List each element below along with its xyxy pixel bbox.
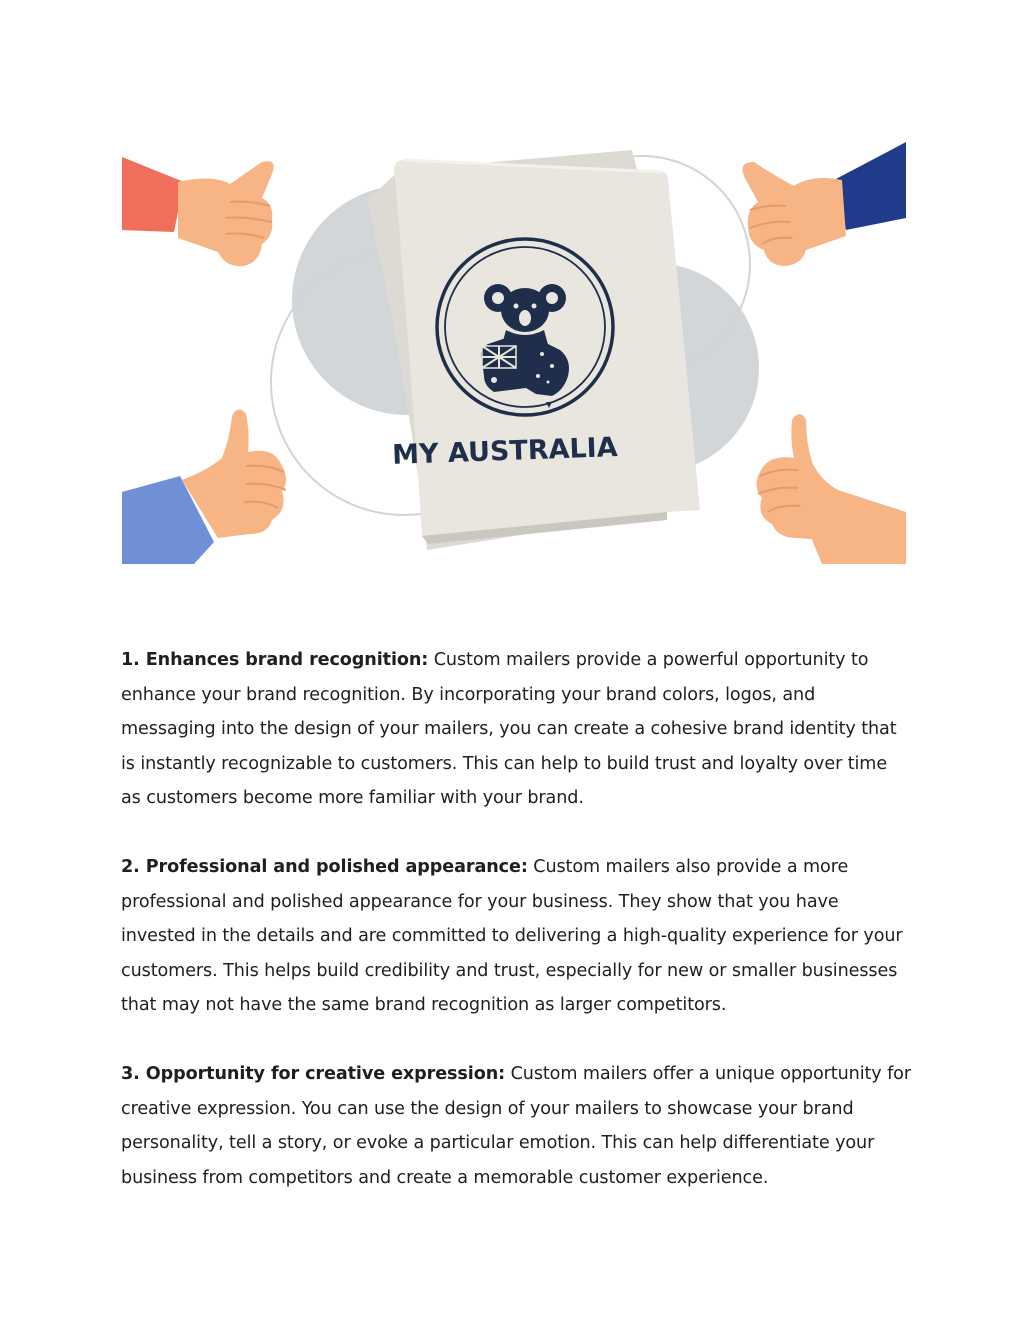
paragraph-text: Custom mailers also provide a more professional and polished appearance for your business. They show that you have invested in the details and are committed to delivering a high-quality experience for your customers. This helps build credibility and trust, especially for new or smaller businesses that may not have the same brand recognition as larger competitors. [121,857,903,1015]
logo-text: MY AUSTRALIA [391,432,619,471]
paragraph-brand-recognition [121,643,911,816]
article-body [121,643,911,1230]
paragraph-heading: 1. Enhances brand recognition: [121,650,429,670]
thumbs-up-icon [756,414,906,564]
thumbs-up-icon [122,157,274,266]
paragraph-heading: 2. Professional and polished appearance: [121,857,528,877]
thumbs-up-icon [742,142,906,266]
paragraph-heading: 3. Opportunity for creative expression: [121,1064,506,1084]
paragraph-text: Custom mailers offer a unique opportunity for creative expression. You can use the design of your mailers to showcase your brand personality, tell a story, or evoke a particular emotion. This can help differentiate your business from competitors and create a memorable customer experience. [121,1064,911,1188]
hero-illustration [122,140,906,564]
paragraph-professional-appearance [121,850,911,1023]
paragraph-text: Custom mailers provide a powerful opportunity to enhance your brand recognition. By incorporating your brand colors, logos, and messaging into the design of your mailers, you can create a cohesive brand identity that is instantly recognizable to customers. This can help to build trust and loyalty over time as customers become more familiar with your brand. [121,650,897,808]
thumbs-up-icon [122,409,286,564]
paragraph-creative-expression [121,1057,911,1195]
